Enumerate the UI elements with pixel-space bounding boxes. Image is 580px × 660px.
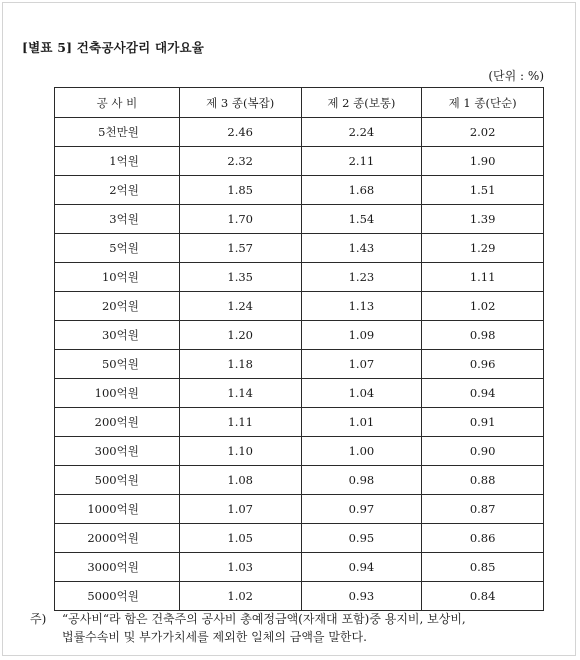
type-2-rate-cell: 1.23: [301, 263, 422, 292]
cost-cell: 1억원: [55, 147, 180, 176]
type-2-rate-cell: 1.54: [301, 205, 422, 234]
cost-cell: 300억원: [55, 437, 180, 466]
table-row: [55, 582, 544, 611]
table-row: [55, 437, 544, 466]
table-row: [55, 321, 544, 350]
type-1-rate-cell: 1.51: [422, 176, 544, 205]
table-body: [55, 118, 544, 611]
fee-rate-table: [54, 87, 544, 611]
table-header-row: [55, 88, 544, 118]
type-2-rate-cell: 1.43: [301, 234, 422, 263]
document-title: [별표 5] 건축공사감리 대가요율: [22, 40, 205, 55]
header-type-1-simple: 제 1 종(단순): [422, 88, 544, 118]
cost-cell: 20억원: [55, 292, 180, 321]
cost-cell: 5천만원: [55, 118, 180, 147]
footnote-mark: 주): [30, 612, 47, 626]
type-3-rate-cell: 2.32: [179, 147, 301, 176]
type-2-rate-cell: 1.13: [301, 292, 422, 321]
type-3-rate-cell: 1.11: [179, 408, 301, 437]
table-row: [55, 466, 544, 495]
type-1-rate-cell: 1.02: [422, 292, 544, 321]
type-3-rate-cell: 1.08: [179, 466, 301, 495]
unit-label: (단위 : %): [488, 69, 544, 83]
table-row: [55, 408, 544, 437]
type-3-rate-cell: 1.85: [179, 176, 301, 205]
type-1-rate-cell: 0.96: [422, 350, 544, 379]
type-2-rate-cell: 0.95: [301, 524, 422, 553]
type-1-rate-cell: 0.84: [422, 582, 544, 611]
type-3-rate-cell: 1.02: [179, 582, 301, 611]
type-1-rate-cell: 0.91: [422, 408, 544, 437]
type-1-rate-cell: 0.90: [422, 437, 544, 466]
type-3-rate-cell: 1.18: [179, 350, 301, 379]
type-2-rate-cell: 1.04: [301, 379, 422, 408]
header-type-3-complex: 제 3 종(복잡): [179, 88, 301, 118]
cost-cell: 5억원: [55, 234, 180, 263]
type-1-rate-cell: 1.39: [422, 205, 544, 234]
type-1-rate-cell: 2.02: [422, 118, 544, 147]
table-row: [55, 292, 544, 321]
cost-cell: 100억원: [55, 379, 180, 408]
type-3-rate-cell: 2.46: [179, 118, 301, 147]
type-3-rate-cell: 1.70: [179, 205, 301, 234]
table-row: [55, 205, 544, 234]
cost-cell: 1000억원: [55, 495, 180, 524]
type-3-rate-cell: 1.35: [179, 263, 301, 292]
header-construction-cost: 공 사 비: [55, 88, 180, 118]
type-3-rate-cell: 1.03: [179, 553, 301, 582]
type-3-rate-cell: 1.57: [179, 234, 301, 263]
type-2-rate-cell: 1.09: [301, 321, 422, 350]
footnote-line-2: 법률수속비 및 부가가치세를 제외한 일체의 금액을 말한다.: [62, 630, 367, 644]
table-row: [55, 524, 544, 553]
type-2-rate-cell: 2.24: [301, 118, 422, 147]
type-1-rate-cell: 0.88: [422, 466, 544, 495]
type-1-rate-cell: 1.29: [422, 234, 544, 263]
type-1-rate-cell: 0.87: [422, 495, 544, 524]
cost-cell: 30억원: [55, 321, 180, 350]
type-2-rate-cell: 0.93: [301, 582, 422, 611]
type-1-rate-cell: 0.98: [422, 321, 544, 350]
type-1-rate-cell: 0.86: [422, 524, 544, 553]
type-2-rate-cell: 2.11: [301, 147, 422, 176]
cost-cell: 2000억원: [55, 524, 180, 553]
type-3-rate-cell: 1.14: [179, 379, 301, 408]
table-row: [55, 176, 544, 205]
cost-cell: 3000억원: [55, 553, 180, 582]
type-1-rate-cell: 0.94: [422, 379, 544, 408]
table-row: [55, 234, 544, 263]
table-row: [55, 379, 544, 408]
header-type-2-normal: 제 2 종(보통): [301, 88, 422, 118]
type-2-rate-cell: 0.94: [301, 553, 422, 582]
cost-cell: 5000억원: [55, 582, 180, 611]
type-1-rate-cell: 1.90: [422, 147, 544, 176]
type-3-rate-cell: 1.05: [179, 524, 301, 553]
type-2-rate-cell: 1.68: [301, 176, 422, 205]
table-row: [55, 147, 544, 176]
type-3-rate-cell: 1.20: [179, 321, 301, 350]
type-3-rate-cell: 1.10: [179, 437, 301, 466]
cost-cell: 2억원: [55, 176, 180, 205]
cost-cell: 10억원: [55, 263, 180, 292]
cost-cell: 50억원: [55, 350, 180, 379]
type-2-rate-cell: 1.00: [301, 437, 422, 466]
footnote-line-1: “공사비“라 함은 건축주의 공사비 총예정금액(자재대 포함)중 용지비, 보상비,: [62, 612, 466, 626]
type-2-rate-cell: 0.97: [301, 495, 422, 524]
type-2-rate-cell: 0.98: [301, 466, 422, 495]
table-row: [55, 553, 544, 582]
cost-cell: 3억원: [55, 205, 180, 234]
type-1-rate-cell: 0.85: [422, 553, 544, 582]
footnote: [30, 610, 560, 646]
type-3-rate-cell: 1.24: [179, 292, 301, 321]
table-row: [55, 118, 544, 147]
table-row: [55, 495, 544, 524]
table-row: [55, 350, 544, 379]
cost-cell: 200억원: [55, 408, 180, 437]
cost-cell: 500억원: [55, 466, 180, 495]
type-1-rate-cell: 1.11: [422, 263, 544, 292]
table-row: [55, 263, 544, 292]
type-2-rate-cell: 1.07: [301, 350, 422, 379]
type-2-rate-cell: 1.01: [301, 408, 422, 437]
type-3-rate-cell: 1.07: [179, 495, 301, 524]
